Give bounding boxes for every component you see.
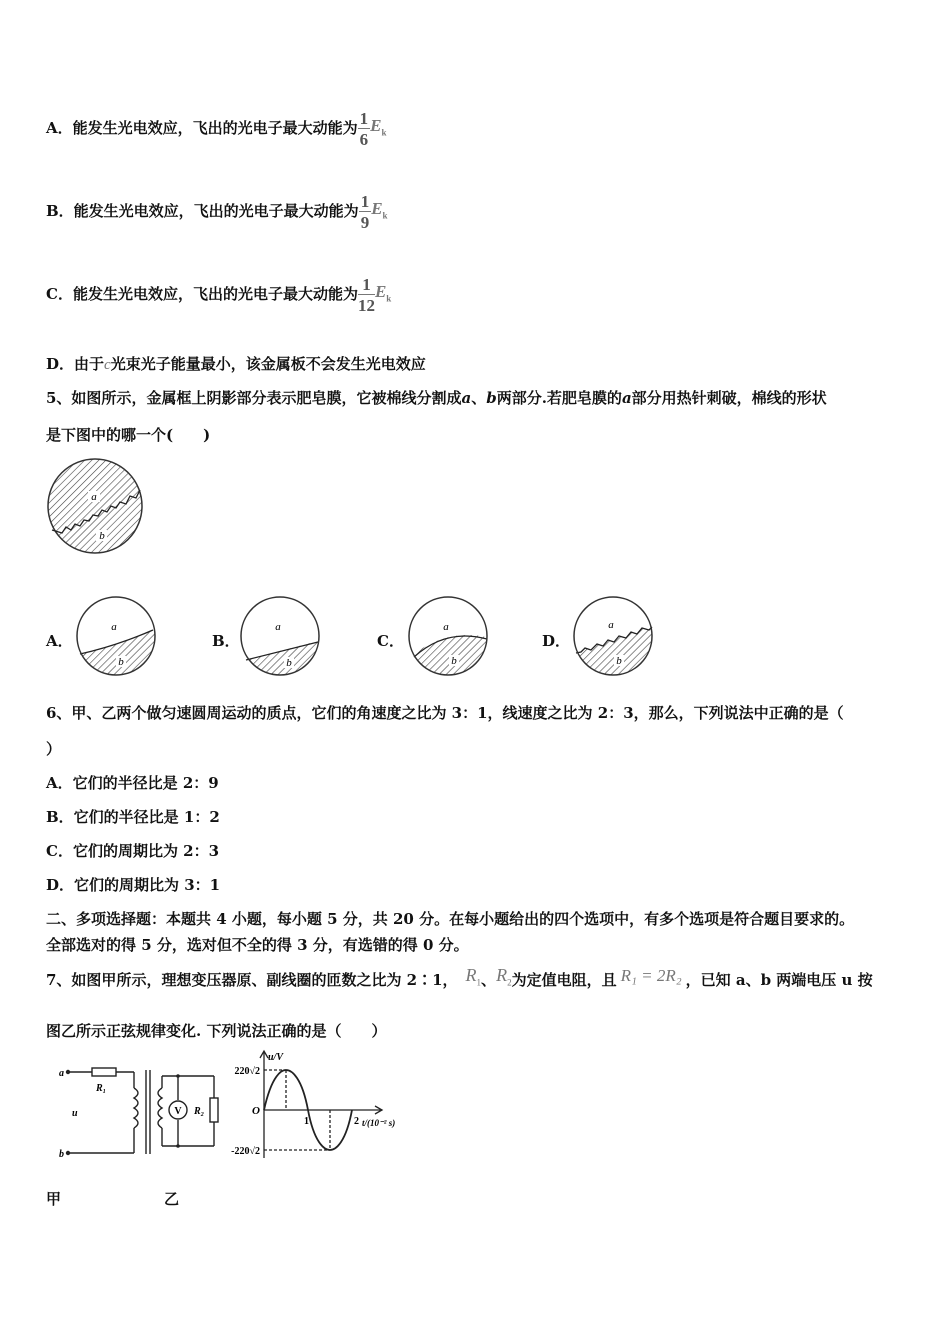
- q7-line1: [46, 965, 873, 998]
- label-a: a: [111, 621, 117, 633]
- label-a: a: [608, 619, 614, 631]
- q5-var-a2: a: [621, 389, 632, 407]
- transformer-circuit: [56, 1058, 224, 1164]
- ek-letter: E: [370, 115, 382, 135]
- label-v: V: [174, 1106, 182, 1117]
- junction: [176, 1074, 180, 1078]
- q5-option-b-label: B．: [212, 632, 240, 650]
- q4-option-d-suffix: 光束光子能量最小，该金属板不会发生光电效应: [110, 355, 426, 373]
- y-axis-label: u/V: [268, 1052, 284, 1063]
- r1-symbol: [465, 965, 482, 988]
- ek-subscript: k: [382, 210, 388, 221]
- tick-2: 2: [354, 1116, 359, 1127]
- label-a: a: [59, 1068, 64, 1079]
- fraction-denominator: 9: [360, 213, 370, 232]
- r1-letter: R: [465, 965, 477, 985]
- label-a: a: [91, 491, 97, 503]
- tick-1: 1: [304, 1116, 309, 1127]
- q7-text-1: 7、如图甲所示，理想变压器原、副线圈的匝数之比为 2∶1，: [46, 971, 458, 989]
- q5-option-a-figure: [74, 594, 158, 678]
- q5-sep: 、: [471, 389, 487, 407]
- q5-var-a: a: [461, 389, 472, 407]
- ek-symbol: [374, 281, 392, 304]
- fraction-numerator: 1: [359, 109, 369, 128]
- ek-letter: E: [374, 281, 387, 301]
- q4-option-b: [46, 193, 388, 231]
- q5-option-a-label: A．: [46, 632, 73, 650]
- r2-symbol: [496, 965, 512, 988]
- q5-var-b: b: [486, 389, 497, 407]
- q5-text-3: 部分用热针刺破，棉线的形状: [631, 389, 827, 407]
- junction: [176, 1144, 180, 1148]
- terminal-a: [66, 1070, 70, 1074]
- q5-text-1: 5、如图所示，金属框上阴影部分表示肥皂膜，它被棉线分割成: [46, 389, 462, 407]
- x-axis-label: t/(10⁻² s): [362, 1118, 396, 1128]
- label-b: b: [616, 655, 622, 667]
- q4-option-d-prefix: D．由于: [46, 355, 105, 373]
- label-a: a: [275, 621, 281, 633]
- label-b: b: [118, 656, 124, 668]
- ek-symbol: [371, 198, 388, 221]
- q4-option-d-var: c: [104, 357, 111, 373]
- q5-option-b-figure: [238, 594, 322, 678]
- fraction: [358, 110, 371, 148]
- origin-label: O: [252, 1105, 260, 1117]
- ek-subscript: k: [381, 127, 387, 138]
- q6-line1: 6、甲、乙两个做匀速圆周运动的质点，它们的角速度之比为 3：1，线速度之比为 2：3，那么，下列说法中正确的是（: [46, 704, 844, 722]
- r1-subscript: 1: [476, 977, 482, 988]
- section2-line2: 全部选对的得 5 分，选对但不全的得 3 分，有选错的得 0 分。: [46, 936, 469, 954]
- label-r1: R₁: [96, 1083, 107, 1094]
- q6-line2: ）: [46, 740, 62, 758]
- q5-option-d-figure: [571, 594, 655, 678]
- q4-option-c-text: C．能发生光电效应，飞出的光电子最大动能为: [46, 285, 358, 303]
- fraction: [358, 276, 375, 314]
- fraction: [359, 193, 372, 231]
- q6-option-b: B．它们的半径比是 1：2: [46, 808, 220, 826]
- q7-equation: R₁ = 2R₂: [620, 966, 682, 985]
- primary-coil: [134, 1088, 138, 1128]
- fraction-numerator: 1: [360, 192, 370, 211]
- fraction-denominator: 12: [357, 296, 375, 315]
- ek-symbol: [370, 115, 387, 138]
- q5-line1: [46, 387, 827, 409]
- label-b: b: [99, 530, 105, 542]
- ek-letter: E: [371, 198, 383, 218]
- label-a: a: [443, 621, 449, 633]
- section2-line1: 二、多项选择题：本题共 4 小题，每小题 5 分，共 20 分。在每小题给出的四个选项中，有多个选项是符合题目要求的。: [46, 910, 855, 928]
- hatched-region: [406, 635, 490, 678]
- q4-option-b-text: B．能发生光电效应，飞出的光电子最大动能为: [46, 202, 359, 220]
- q7-sep: 、: [481, 971, 497, 989]
- q7-text-2: 为定值电阻，且: [511, 971, 617, 989]
- q4-option-a-text: A．能发生光电效应，飞出的光电子最大动能为: [46, 119, 358, 137]
- q5-line2: 是下图中的哪一个( ): [46, 426, 211, 444]
- q4-option-a: [46, 110, 387, 148]
- label-r2: R₂: [194, 1106, 205, 1117]
- fraction-numerator: 1: [358, 276, 375, 295]
- fraction-denominator: 6: [359, 130, 369, 149]
- label-b: b: [59, 1149, 64, 1160]
- figure-label-yi: 乙: [164, 1190, 180, 1208]
- r2-subscript: 2: [507, 977, 512, 988]
- tick-bottom: -220√2: [231, 1146, 260, 1157]
- tick-top: 220√2: [234, 1066, 260, 1077]
- q4-option-c: [46, 276, 391, 314]
- q7-line2: 图乙所示正弦规律变化. 下列说法正确的是（ ）: [46, 1022, 387, 1040]
- q4-option-d: [46, 353, 426, 376]
- q7-text-3: ，已知 a、b 两端电压 u 按: [685, 971, 873, 989]
- resistor-r1: [92, 1068, 116, 1076]
- q6-option-d: D．它们的周期比为 3：1: [46, 876, 221, 894]
- q5-option-d-label: D．: [542, 632, 571, 650]
- secondary-coil: [158, 1088, 162, 1128]
- label-b: b: [286, 657, 292, 669]
- ek-subscript: k: [386, 293, 392, 304]
- q5-option-c-figure: [406, 594, 490, 678]
- label-u: u: [72, 1108, 78, 1119]
- soap-film-frame: [48, 459, 142, 553]
- r2-letter: R: [496, 965, 508, 985]
- figure-label-jia: 甲: [46, 1190, 62, 1208]
- q5-option-c-label: C．: [377, 632, 404, 650]
- q6-option-c: C．它们的周期比为 2：3: [46, 842, 220, 860]
- resistor-r2: [210, 1098, 218, 1122]
- q5-text-2: 两部分.若肥皂膜的: [496, 389, 622, 407]
- soap-film-figure: [44, 458, 148, 558]
- terminal-b: [66, 1151, 70, 1155]
- label-b: b: [451, 655, 457, 667]
- q6-option-a: A．它们的半径比是 2：9: [46, 774, 219, 792]
- voltage-graph: [222, 1046, 408, 1162]
- hatched-region: [571, 626, 655, 678]
